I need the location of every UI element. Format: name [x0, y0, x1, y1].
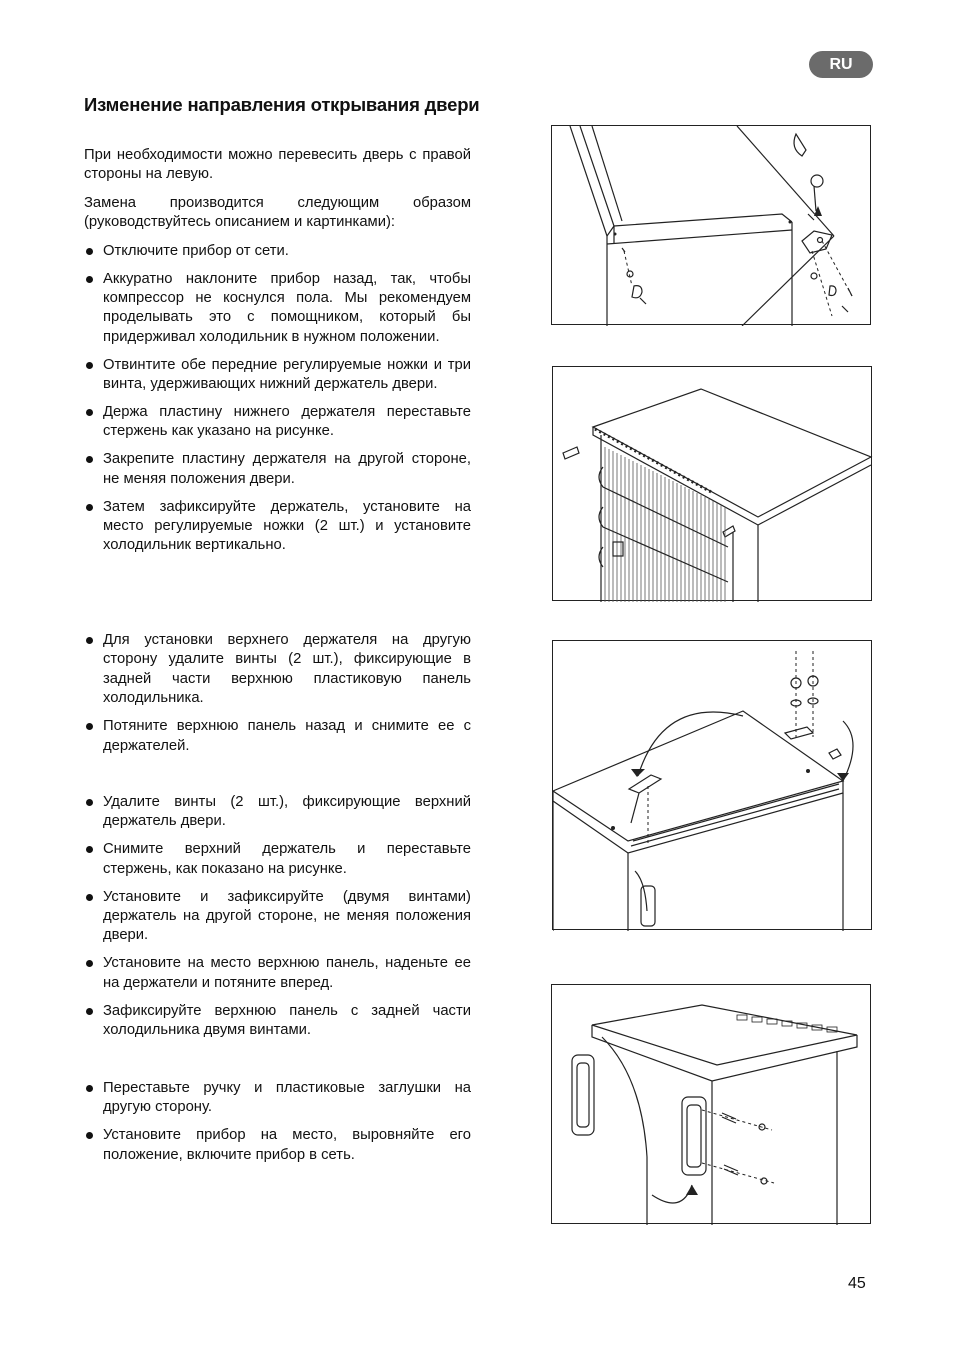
intro-paragraph-1: При необходимости можно перевесить дверь с правой стороны на левую.	[84, 147, 471, 183]
list-item: Снимите верхний держатель и переставьте стержень, как показано на рисунке.	[84, 840, 471, 879]
figure-top-hinge	[552, 640, 872, 930]
list-item: Затем зафиксируйте держатель, установите на место регулируемые ножки (2 шт.) и установите холодильник вертикально.	[84, 498, 471, 556]
section-1-text	[84, 146, 471, 564]
figure-bottom-hinge	[551, 125, 871, 325]
list-item: Установите прибор на место, выровняйте его положение, включите прибор в сеть.	[84, 1126, 471, 1165]
handle-illustration	[552, 985, 872, 1225]
list-item: Потяните верхнюю панель назад и снимите ее с держателей.	[84, 717, 471, 756]
section-1-list	[84, 242, 471, 556]
intro-paragraph-2: Замена производится следующим образом (руководствуйтесь описанием и картинками):	[84, 194, 471, 231]
list-item: Для установки верхнего держателя на другую сторону удалите винты (2 шт.), фиксирующие в задней части верхнюю пластиковую панель холодильника.	[84, 631, 471, 709]
list-item: Аккуратно наклоните прибор назад, так, чтобы компрессор не коснулся пола. Мы рекомендуем проделывать это с помощником, который бы придерживал холодильник в нужном положении.	[84, 270, 471, 348]
section-2-text	[84, 631, 471, 764]
section-3-list	[84, 793, 471, 1040]
list-item: Переставьте ручку и пластиковые заглушки на другую сторону.	[84, 1079, 471, 1118]
list-item: Закрепите пластину держателя на другой стороне, не меняя положения двери.	[84, 450, 471, 489]
list-item: Установите на место верхнюю панель, наденьте ее на держатели и потяните вперед.	[84, 954, 471, 993]
list-item: Удалите винты (2 шт.), фиксирующие верхний держатель двери.	[84, 793, 471, 832]
page-number: 45	[848, 1275, 866, 1292]
top-panel-illustration	[553, 367, 873, 602]
section-3-text	[84, 793, 471, 1049]
top-hinge-illustration	[553, 641, 873, 931]
figure-top-panel-rear	[552, 366, 872, 601]
list-item: Отвинтите обе передние регулируемые ножки и три винта, удерживающих нижний держатель двери.	[84, 356, 471, 395]
figure-handle	[551, 984, 871, 1224]
page-title: Изменение направления открывания двери	[84, 94, 480, 115]
section-4-text	[84, 1079, 471, 1174]
section-2-list	[84, 631, 471, 756]
list-item: Отключите прибор от сети.	[84, 242, 471, 261]
bottom-hinge-illustration	[552, 126, 872, 326]
section-4-list	[84, 1079, 471, 1165]
list-item: Установите и зафиксируйте (двумя винтами) держатель на другой стороне, не меняя положения двери.	[84, 888, 471, 946]
list-item: Зафиксируйте верхнюю панель с задней части холодильника двумя винтами.	[84, 1002, 471, 1041]
language-badge: RU	[809, 51, 873, 78]
list-item: Держа пластину нижнего держателя переставьте стержень как указано на рисунке.	[84, 403, 471, 442]
